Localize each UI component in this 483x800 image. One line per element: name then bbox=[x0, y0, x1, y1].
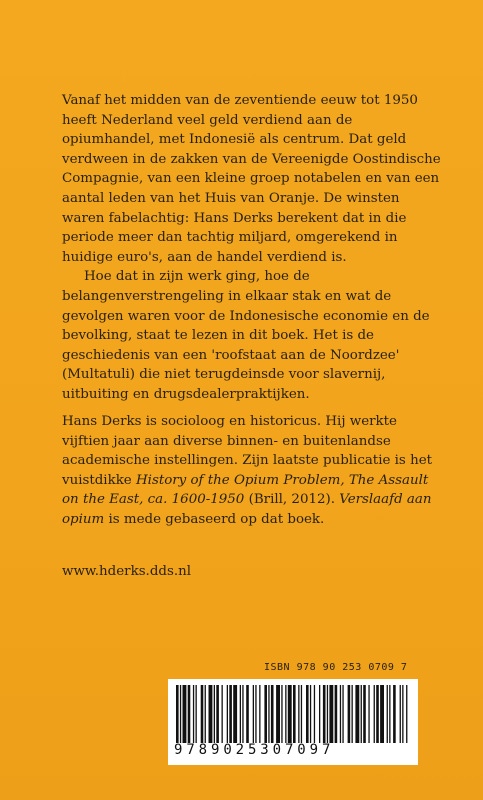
barcode-bar bbox=[323, 685, 326, 743]
barcode-bar bbox=[329, 685, 333, 743]
barcode-bar bbox=[402, 685, 403, 743]
barcode-bar bbox=[253, 685, 254, 743]
barcode-bar bbox=[327, 685, 328, 743]
barcode-bar bbox=[363, 685, 366, 743]
author-bio bbox=[62, 412, 442, 530]
bio-paragraph bbox=[62, 412, 442, 530]
barcode-bar bbox=[310, 685, 311, 743]
barcode-bar bbox=[298, 685, 299, 743]
barcode-bar bbox=[216, 685, 219, 743]
barcode-bar bbox=[306, 685, 309, 743]
barcode-bar bbox=[264, 685, 267, 743]
barcode-bar bbox=[319, 685, 320, 743]
barcode-bar bbox=[180, 685, 181, 743]
barcode-bar bbox=[183, 685, 187, 743]
blurb-paragraph-1: Vanaf het midden van de zeventiende eeuw tot 1950 heeft Nederland veel geld verdiend aan de opiumhandel, met Indonesië als centrum. Dat geld verdween in de zakken van de Vereenigde Oostindische Compagnie, van een kleine groep notabelen en van een aantal leden van het Huis van Oranje. De winsten waren fabelachtig: Hans Derks berekent dat in die periode meer dan tachtig miljard, omgerekend in huidige euro's, aan de handel verdiend is. bbox=[62, 93, 441, 265]
blurb-text bbox=[62, 91, 442, 405]
barcode-bar bbox=[293, 685, 296, 743]
barcode-bar bbox=[229, 685, 232, 743]
barcode-bar bbox=[205, 685, 206, 743]
barcode-bar bbox=[271, 685, 274, 743]
barcode-digits: 9789025307097 bbox=[174, 742, 335, 758]
barcode-bar bbox=[201, 685, 204, 743]
barcode-bar bbox=[389, 685, 390, 743]
barcode-bar bbox=[268, 685, 269, 743]
barcode-bars bbox=[176, 685, 410, 743]
barcode-bar bbox=[193, 685, 194, 743]
barcode-bar bbox=[368, 685, 369, 743]
bio-lead: Hans Derks is socioloog en historicus. Hij werkte vijftien jaar aan diverse binnen- en buitenlandse academische instellingen. Zijn laatste publicatie is het vuistdikke bbox=[62, 414, 432, 488]
barcode-bar bbox=[285, 685, 286, 743]
barcode-bar bbox=[380, 685, 384, 743]
barcode-bar bbox=[281, 685, 282, 743]
barcode-bar bbox=[400, 685, 401, 743]
barcode-bar bbox=[188, 685, 191, 743]
bio-publisher: (Brill, 2012). bbox=[244, 492, 340, 508]
barcode-bar bbox=[276, 685, 280, 743]
barcode-bar bbox=[314, 685, 315, 743]
barcode-bar bbox=[176, 685, 179, 743]
barcode-bar bbox=[214, 685, 215, 743]
barcode-bar bbox=[242, 685, 243, 743]
barcode-bar bbox=[222, 685, 223, 743]
barcode-bar bbox=[340, 685, 341, 743]
barcode-bar bbox=[288, 685, 292, 743]
barcode-bar bbox=[406, 685, 407, 743]
barcode-bar bbox=[227, 685, 228, 743]
bio-tail: is mede gebaseerd op dat boek. bbox=[104, 511, 325, 527]
barcode-bar bbox=[335, 685, 338, 743]
barcode-bar bbox=[355, 685, 359, 743]
barcode-bar bbox=[342, 685, 343, 743]
barcode-bar bbox=[233, 685, 237, 743]
blurb-paragraph-2: Hoe dat in zijn werk ging, hoe de belangenverstrengeling in elkaar stak en wat de gevolgen waren voor de Indonesische economie en de bevolking, staat te lezen in dit boek. Het is de geschiedenis van een 'roofstaat aan de Noordzee' (Multatuli) die niet terugdeinsde voor slavernij, uitbuiting en drugsdealerpraktijken. bbox=[62, 269, 430, 402]
barcode-bar bbox=[387, 685, 388, 743]
barcode bbox=[168, 679, 418, 765]
barcode-bar bbox=[352, 685, 353, 743]
isbn-label: ISBN 978 90 253 0709 7 bbox=[264, 662, 408, 673]
barcode-bar bbox=[348, 685, 351, 743]
barcode-bar bbox=[374, 685, 375, 743]
barcode-bar bbox=[393, 685, 396, 743]
barcode-bar bbox=[255, 685, 256, 743]
barcode-bar bbox=[376, 685, 379, 743]
barcode-bar bbox=[246, 685, 249, 743]
barcode-bar bbox=[301, 685, 302, 743]
bio-book-title: History of the Opium Problem, The Assault on the East, ca. 1600-1950 bbox=[62, 472, 429, 508]
barcode-bar bbox=[240, 685, 241, 743]
bio-this-book-title: Verslaafd aan opium bbox=[62, 492, 432, 527]
author-url[interactable]: www.hderks.dds.nl bbox=[62, 564, 191, 579]
barcode-bar bbox=[209, 685, 213, 743]
barcode-bar bbox=[259, 685, 260, 743]
barcode-bar bbox=[361, 685, 362, 743]
barcode-bar bbox=[196, 685, 197, 743]
